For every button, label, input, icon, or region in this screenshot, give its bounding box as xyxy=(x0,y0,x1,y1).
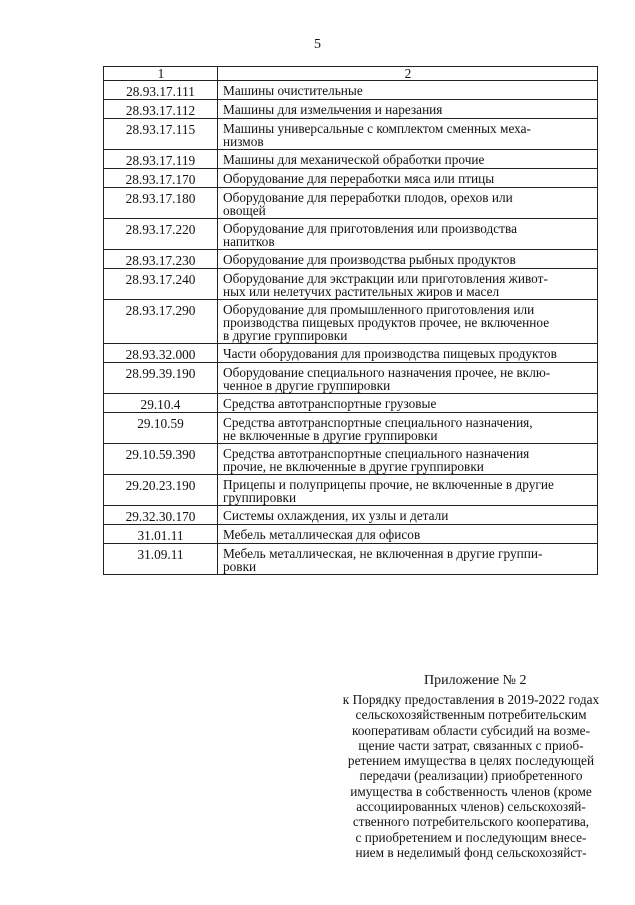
table-row xyxy=(104,188,598,219)
appendix-line: сельскохозяйственным потребительским xyxy=(355,707,587,723)
item-name-cell: Прицепы и полуприцепы прочие, не включенные в другие группировки xyxy=(218,475,598,506)
appendix-line: ассоциированных членов) сельскохозяй- xyxy=(356,799,586,815)
item-name-cell: Оборудование для экстракции или приготовления живот- ных или нелетучих растительных жиров и масел xyxy=(218,269,598,300)
appendix-line: ственного потребительского кооператива, xyxy=(352,814,590,830)
appendix-line: щение части затрат, связанных с приоб- xyxy=(358,737,584,753)
table-row xyxy=(104,544,598,575)
appendix-line: ретением имущества в целях последующей xyxy=(347,753,595,769)
table-row xyxy=(104,475,598,506)
appendix-line: передачи (реализации) приобретенного xyxy=(359,768,583,784)
table-row xyxy=(104,394,598,413)
okpd-code-cell: 28.99.39.190 xyxy=(104,363,218,394)
okpd-code-cell: 28.93.17.111 xyxy=(104,81,218,100)
table-row xyxy=(104,269,598,300)
item-name-cell: Средства автотранспортные грузовые xyxy=(218,394,598,413)
item-name-cell: Машины для механической обработки прочие xyxy=(218,150,598,169)
table-row xyxy=(104,219,598,250)
okpd-code-cell: 28.93.17.240 xyxy=(104,269,218,300)
okpd-code-cell: 29.10.59.390 xyxy=(104,444,218,475)
okpd-code-cell: 29.32.30.170 xyxy=(104,506,218,525)
item-name-cell: Оборудование для промышленного приготовления или производства пищевых продуктов прочее, не включенное в другие группировки xyxy=(218,300,598,344)
okpd-code-cell: 29.10.59 xyxy=(104,413,218,444)
table-row xyxy=(104,81,598,100)
item-name-cell: Машины универсальные с комплектом сменных меха- низмов xyxy=(218,119,598,150)
item-name-cell: Части оборудования для производства пищевых продуктов xyxy=(218,344,598,363)
okpd-code-cell: 28.93.17.180 xyxy=(104,188,218,219)
appendix-line: с приобретением и последующим внесе- xyxy=(355,829,587,845)
item-name-cell: Оборудование для переработки плодов, орехов или овощей xyxy=(218,188,598,219)
page-number: 5 xyxy=(314,37,321,52)
table-row xyxy=(104,119,598,150)
table-row xyxy=(104,344,598,363)
appendix-title: Приложение № 2 xyxy=(424,673,527,688)
table-row xyxy=(104,506,598,525)
item-name-cell: Оборудование для переработки мяса или птицы xyxy=(218,169,598,188)
item-name-cell: Оборудование для приготовления или производства напитков xyxy=(218,219,598,250)
table-row xyxy=(104,413,598,444)
table-row xyxy=(104,150,598,169)
item-name-cell: Машины для измельчения и нарезания xyxy=(218,100,598,119)
appendix-line: имущества в собственность членов (кроме xyxy=(350,783,592,799)
appendix-line: кооперативам области субсидий на возме- xyxy=(351,722,591,738)
table-row xyxy=(104,169,598,188)
item-name-cell: Оборудование для производства рыбных продуктов xyxy=(218,250,598,269)
table-body xyxy=(104,81,598,575)
classification-table xyxy=(103,66,598,575)
item-name-cell: Системы охлаждения, их узлы и детали xyxy=(218,506,598,525)
item-name-cell: Средства автотранспортные специального назначения прочие, не включенные в другие группировки xyxy=(218,444,598,475)
item-name-cell: Оборудование специального назначения прочее, не вклю- ченное в другие группировки xyxy=(218,363,598,394)
table-row xyxy=(104,363,598,394)
appendix-text xyxy=(340,692,602,860)
item-name-cell: Средства автотранспортные специального назначения, не включенные в другие группировки xyxy=(218,413,598,444)
appendix-line: нием в неделимый фонд сельскохозяйст- xyxy=(355,844,587,860)
okpd-code-cell: 29.10.4 xyxy=(104,394,218,413)
table-row xyxy=(104,100,598,119)
column-header-name: 2 xyxy=(218,67,598,81)
okpd-code-cell: 28.93.17.290 xyxy=(104,300,218,344)
okpd-code-cell: 28.93.17.220 xyxy=(104,219,218,250)
item-name-cell: Машины очистительные xyxy=(218,81,598,100)
okpd-code-cell: 31.09.11 xyxy=(104,544,218,575)
okpd-code-cell: 28.93.17.115 xyxy=(104,119,218,150)
okpd-code-cell: 28.93.32.000 xyxy=(104,344,218,363)
table-row xyxy=(104,250,598,269)
table-header-row xyxy=(104,67,598,81)
column-header-code: 1 xyxy=(104,67,218,81)
appendix-line: к Порядку предоставления в 2019-2022 годах xyxy=(342,692,600,707)
item-name-cell: Мебель металлическая для офисов xyxy=(218,525,598,544)
okpd-code-cell: 28.93.17.112 xyxy=(104,100,218,119)
okpd-code-cell: 31.01.11 xyxy=(104,525,218,544)
item-name-cell: Мебель металлическая, не включенная в другие группи- ровки xyxy=(218,544,598,575)
okpd-code-cell: 29.20.23.190 xyxy=(104,475,218,506)
okpd-code-cell: 28.93.17.230 xyxy=(104,250,218,269)
okpd-code-cell: 28.93.17.170 xyxy=(104,169,218,188)
table-row xyxy=(104,300,598,344)
okpd-code-cell: 28.93.17.119 xyxy=(104,150,218,169)
table-row xyxy=(104,444,598,475)
table-row xyxy=(104,525,598,544)
